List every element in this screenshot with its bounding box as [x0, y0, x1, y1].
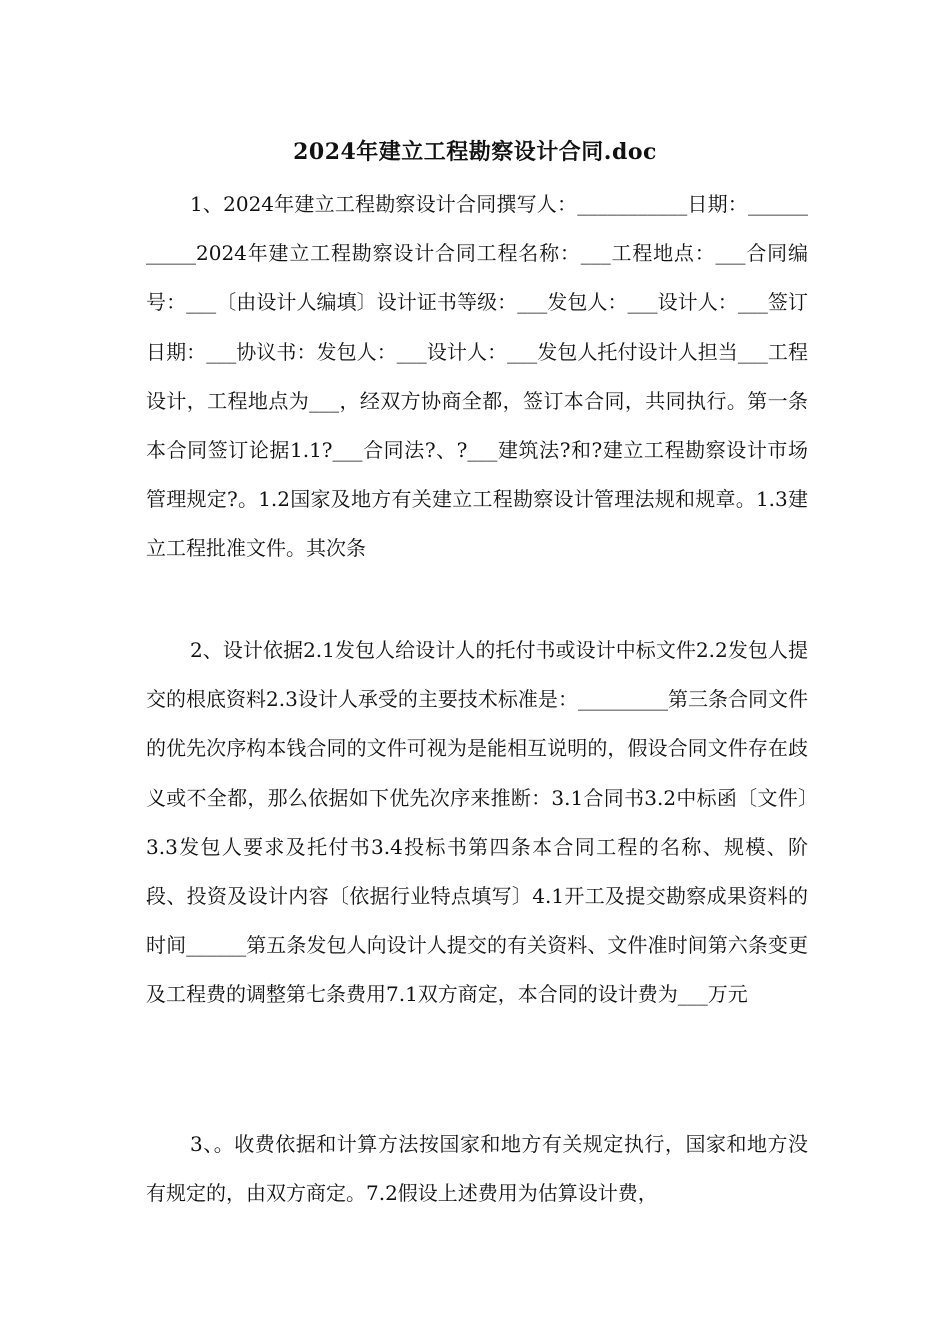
- document-title: 2024年建立工程勘察设计合同.doc: [293, 139, 657, 165]
- paragraph-2: 2、设计依据2.1发包人给设计人的托付书或设计中标文件2.2发包人提交的根底资料2.3设计人承受的主要技术标准是：_________第三条合同文件的优先次序构本钱合同的文件可视为是能相互说明的，假设合同文件存在歧义或不全都，那么依据如下优先次序来推断：3.1合同书3.2中标函〔文件〕3.3发包人要求及托付书3.4投标书第四条本合同工程的名称、规模、阶段、投资及设计内容〔依据行业特点填写〕4.1开工及提交勘察成果资料的时间______第五条发包人向设计人提交的有关资料、文件准时间第六条变更及工程费的调整第七条费用7.1双方商定，本合同的设计费为___万元: [146, 638, 808, 1007]
- paragraph-3: 3、。收费依据和计算方法按国家和地方有关规定执行，国家和地方没有规定的，由双方商定。7.2假设上述费用为估算设计费，: [146, 1132, 808, 1206]
- paragraph-1: 1、2024年建立工程勘察设计合同撰写人：___________日期：___________2024年建立工程勘察设计合同工程名称：___工程地点：___合同编号：___〔由设计人编填〕设计证书等级：___发包人：___设计人：___签订日期：___协议书：发包人：___设计人：___发包人托付设计人担当___工程设计，工程地点为___，经双方协商全都，签订本合同，共同执行。第一条本合同签订论据1.1?___合同法?、?___建筑法?和?建立工程勘察设计市场管理规定?。1.2国家及地方有关建立工程勘察设计管理法规和规章。1.3建立工程批准文件。其次条: [146, 192, 808, 561]
